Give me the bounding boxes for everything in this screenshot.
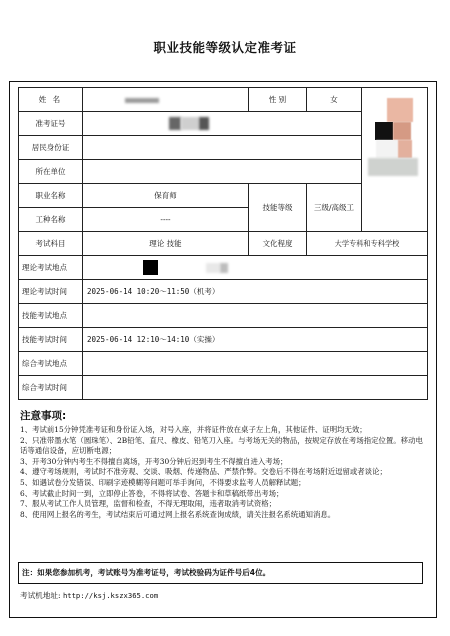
row-general-place xyxy=(19,352,428,376)
subject-label: 考试科目 xyxy=(19,232,83,256)
general-time-label: 综合考试时间 xyxy=(19,376,83,400)
education-value: 大学专科和专科学校 xyxy=(307,232,428,256)
note-item: 8、使用网上报名的考生，考试结束后可通过网上报名系统查询成绩，请关注报名系统通知消息。 xyxy=(20,509,336,519)
theory-time-value: 2025-06-14 10:20～11:50（机考） xyxy=(83,280,428,304)
note-item: 5、如遇试卷分发错误、印刷字迹模糊等问题可举手询问，不得要求监考人员解释试题； xyxy=(20,477,306,487)
notes-list xyxy=(20,425,430,520)
exam-no-label: 准考证号 xyxy=(19,112,83,136)
skill-time-value: 2025-06-14 12:10～14:10（实操） xyxy=(83,328,428,352)
row-theory-place xyxy=(19,256,428,280)
address-label: 考试机地址: xyxy=(20,591,61,600)
photo-cell xyxy=(362,88,428,232)
gender-value: 女 xyxy=(307,88,362,112)
exam-address xyxy=(20,590,158,601)
redacted-place xyxy=(143,260,158,275)
theory-place-label: 理论考试地点 xyxy=(19,256,83,280)
education-label: 文化程度 xyxy=(249,232,307,256)
subject-value: 理论 技能 xyxy=(83,232,249,256)
id-value xyxy=(83,136,362,160)
note-item: 4、遵守考场规则，考试时不准旁观、交谈、吸烟、传递物品、严禁作弊。交卷后不得在考场附近逗留或者谈论； xyxy=(20,467,387,477)
unit-value xyxy=(83,160,362,184)
note-item: 3、开考30分钟内考生不得擅自离场，开考30分钟后迟到考生不得擅自进入考场； xyxy=(20,456,288,466)
unit-label: 所在单位 xyxy=(19,160,83,184)
note-item: 1、考试前15分钟凭准考证和身份证入场，对号入座，并将证件放在桌子左上角，其他证件、证明均无效； xyxy=(20,425,367,434)
address-url[interactable]: http://ksj.kszx365.com xyxy=(62,591,159,600)
row-skill-place xyxy=(19,304,428,328)
row-subject xyxy=(19,232,428,256)
work-type-label: 工种名称 xyxy=(19,208,83,232)
general-place-value xyxy=(83,352,428,376)
machine-exam-note: 注：如果您参加机考，考试账号为准考证号，考试校验码为证件号后4位。 xyxy=(18,562,423,584)
row-theory-time xyxy=(19,280,428,304)
photo xyxy=(364,88,425,231)
note-item: 6、考试截止时间一到，立即停止答卷，不得将试卷、答题卡和草稿纸带出考场； xyxy=(20,488,284,498)
general-place-label: 综合考试地点 xyxy=(19,352,83,376)
row-skill-time xyxy=(19,328,428,352)
skill-level-value: 三级/高级工 xyxy=(307,184,362,232)
redacted-name xyxy=(125,98,159,103)
occupation-value: 保育师 xyxy=(83,184,249,208)
skill-level-label: 技能等级 xyxy=(249,184,307,232)
redacted-exam-no xyxy=(169,117,181,130)
page-title: 职业技能等级认定准考证 xyxy=(153,40,297,55)
row-name xyxy=(19,88,428,112)
notes-title: 注意事项: xyxy=(20,410,67,422)
skill-place-value xyxy=(83,304,428,328)
skill-time-label: 技能考试时间 xyxy=(19,328,83,352)
row-general-time xyxy=(19,376,428,400)
theory-time-label: 理论考试时间 xyxy=(19,280,83,304)
note-item: 7、服从考试工作人员管理，监督和检查，不得无理取闹，违者取消考试资格； xyxy=(20,499,276,509)
note-item: 2、只准带墨水笔（圆珠笔）、2B铅笔、直尺、橡皮、铅笔刀入座。与考场无关的物品，按规定存放在考场指定位置。移动电话等通信设备，应切断电源； xyxy=(20,435,423,456)
occupation-label: 职业名称 xyxy=(19,184,83,208)
exam-no-value xyxy=(83,112,362,136)
info-table xyxy=(18,87,428,400)
theory-place-value xyxy=(83,256,428,280)
skill-place-label: 技能考试地点 xyxy=(19,304,83,328)
name-value xyxy=(83,88,249,112)
work-type-value: ---- xyxy=(83,208,249,232)
name-label: 姓 名 xyxy=(19,88,83,112)
gender-label: 性 别 xyxy=(249,88,307,112)
general-time-value xyxy=(83,376,428,400)
id-label: 居民身份证 xyxy=(19,136,83,160)
